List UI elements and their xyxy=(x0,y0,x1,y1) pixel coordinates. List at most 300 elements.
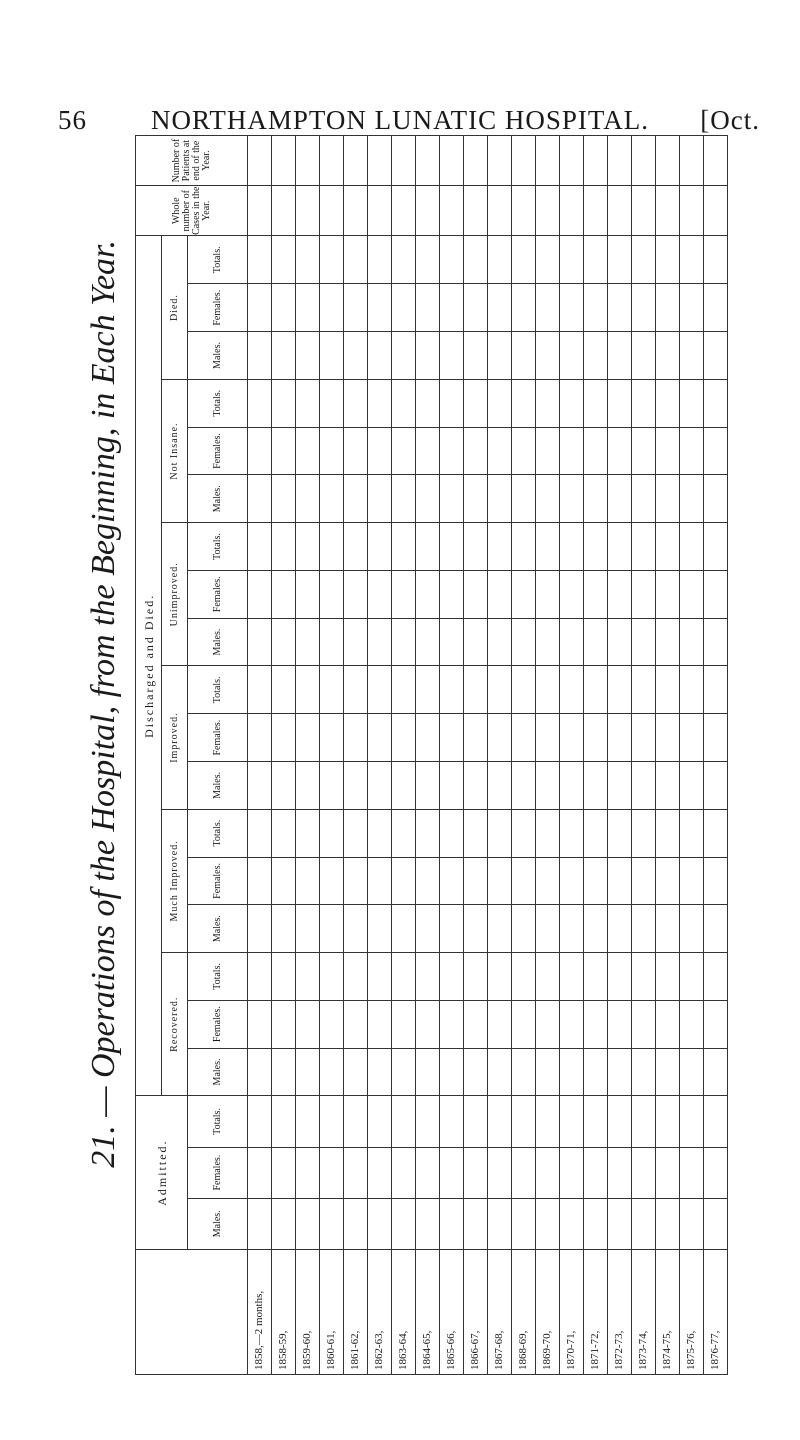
cell-af xyxy=(704,1147,728,1198)
cell-mt xyxy=(632,809,656,857)
cell-uf xyxy=(464,570,488,618)
cell-af xyxy=(560,1147,584,1198)
operations-table-wrapper xyxy=(135,135,721,1375)
table-row xyxy=(320,136,344,1375)
cell-im xyxy=(248,761,272,809)
cell-rf xyxy=(392,1000,416,1048)
cell-af xyxy=(680,1147,704,1198)
table-caption: 21. — Operations of the Hospital, from the Beginning, in Each Year. xyxy=(85,240,122,1168)
table-row xyxy=(680,136,704,1375)
cell-ut xyxy=(608,523,632,571)
cell-ut xyxy=(632,523,656,571)
cell-dm xyxy=(512,332,536,380)
cell-mt xyxy=(488,809,512,857)
cell-whole xyxy=(368,186,392,236)
cell-whole xyxy=(392,186,416,236)
cell-rt xyxy=(632,953,656,1001)
cell-year: 1859-60, xyxy=(296,1249,320,1374)
cell-uf xyxy=(272,570,296,618)
cell-dm xyxy=(272,332,296,380)
cell-whole xyxy=(248,186,272,236)
cell-it xyxy=(704,666,728,714)
cell-nf xyxy=(368,427,392,475)
cell-if xyxy=(488,714,512,762)
cell-im xyxy=(344,761,368,809)
cell-df xyxy=(512,284,536,332)
cell-um xyxy=(680,618,704,666)
cell-um xyxy=(368,618,392,666)
unimproved-females-header: Females. xyxy=(188,570,248,618)
cell-nm xyxy=(680,475,704,523)
cell-mm xyxy=(416,905,440,953)
cell-nt xyxy=(272,379,296,427)
cell-rm xyxy=(560,1048,584,1096)
cell-at xyxy=(560,1096,584,1147)
cell-um xyxy=(272,618,296,666)
cell-nm xyxy=(488,475,512,523)
cell-mt xyxy=(464,809,488,857)
cell-nt xyxy=(704,379,728,427)
cell-dm xyxy=(440,332,464,380)
cell-whole xyxy=(704,186,728,236)
cell-df xyxy=(368,284,392,332)
cell-whole xyxy=(512,186,536,236)
cell-nm xyxy=(296,475,320,523)
cell-am xyxy=(584,1198,608,1249)
cell-mt xyxy=(704,809,728,857)
cell-um xyxy=(488,618,512,666)
cell-dm xyxy=(632,332,656,380)
cell-year: 1876-77, xyxy=(704,1249,728,1374)
cell-year: 1868-69, xyxy=(512,1249,536,1374)
cell-nf xyxy=(632,427,656,475)
cell-rt xyxy=(464,953,488,1001)
cell-nm xyxy=(464,475,488,523)
cell-year: 1874-75, xyxy=(656,1249,680,1374)
cell-nf xyxy=(512,427,536,475)
cell-rm xyxy=(272,1048,296,1096)
cell-um xyxy=(608,618,632,666)
cell-mt xyxy=(440,809,464,857)
cell-rm xyxy=(248,1048,272,1096)
cell-dm xyxy=(560,332,584,380)
cell-whole xyxy=(536,186,560,236)
cell-dt xyxy=(344,236,368,284)
cell-it xyxy=(536,666,560,714)
cell-nf xyxy=(704,427,728,475)
cell-at xyxy=(632,1096,656,1147)
cell-nf xyxy=(488,427,512,475)
cell-af xyxy=(464,1147,488,1198)
cell-uf xyxy=(320,570,344,618)
cell-if xyxy=(560,714,584,762)
cell-ut xyxy=(584,523,608,571)
table-row xyxy=(368,136,392,1375)
cell-dm xyxy=(584,332,608,380)
cell-mt xyxy=(512,809,536,857)
table-row xyxy=(704,136,728,1375)
cell-rm xyxy=(536,1048,560,1096)
cell-mt xyxy=(656,809,680,857)
cell-nt xyxy=(296,379,320,427)
cell-whole xyxy=(272,186,296,236)
cell-mt xyxy=(560,809,584,857)
cell-am xyxy=(488,1198,512,1249)
cell-um xyxy=(512,618,536,666)
cell-im xyxy=(488,761,512,809)
cell-nf xyxy=(416,427,440,475)
cell-nf xyxy=(608,427,632,475)
cell-rf xyxy=(296,1000,320,1048)
cell-rm xyxy=(488,1048,512,1096)
cell-af xyxy=(416,1147,440,1198)
cell-rt xyxy=(416,953,440,1001)
cell-if xyxy=(344,714,368,762)
cell-end xyxy=(608,136,632,186)
cell-nm xyxy=(368,475,392,523)
cell-at xyxy=(320,1096,344,1147)
cell-end xyxy=(440,136,464,186)
cell-rt xyxy=(656,953,680,1001)
cell-uf xyxy=(704,570,728,618)
cell-af xyxy=(392,1147,416,1198)
cell-at xyxy=(272,1096,296,1147)
cell-dt xyxy=(560,236,584,284)
cell-rt xyxy=(344,953,368,1001)
cell-am xyxy=(632,1198,656,1249)
cell-mf xyxy=(248,857,272,905)
cell-nf xyxy=(248,427,272,475)
cell-ut xyxy=(296,523,320,571)
cell-it xyxy=(656,666,680,714)
cell-df xyxy=(488,284,512,332)
cell-mm xyxy=(248,905,272,953)
recovered-females-header: Females. xyxy=(188,1000,248,1048)
cell-rt xyxy=(392,953,416,1001)
cell-rm xyxy=(632,1048,656,1096)
cell-dm xyxy=(344,332,368,380)
cell-year: 1875-76, xyxy=(680,1249,704,1374)
cell-if xyxy=(632,714,656,762)
cell-mm xyxy=(344,905,368,953)
cell-if xyxy=(608,714,632,762)
cell-ut xyxy=(440,523,464,571)
cell-rf xyxy=(368,1000,392,1048)
cell-mf xyxy=(632,857,656,905)
cell-end xyxy=(656,136,680,186)
cell-mf xyxy=(464,857,488,905)
cell-ut xyxy=(464,523,488,571)
table-row xyxy=(632,136,656,1375)
cell-mm xyxy=(560,905,584,953)
cell-im xyxy=(536,761,560,809)
cell-df xyxy=(344,284,368,332)
cell-at xyxy=(392,1096,416,1147)
cell-nf xyxy=(344,427,368,475)
cell-mf xyxy=(416,857,440,905)
cell-am xyxy=(296,1198,320,1249)
cell-rf xyxy=(344,1000,368,1048)
cell-year: 1872-73, xyxy=(608,1249,632,1374)
cell-am xyxy=(344,1198,368,1249)
cell-it xyxy=(416,666,440,714)
cell-rf xyxy=(536,1000,560,1048)
cell-it xyxy=(320,666,344,714)
cell-af xyxy=(320,1147,344,1198)
cell-whole xyxy=(560,186,584,236)
cell-rm xyxy=(680,1048,704,1096)
cell-rm xyxy=(344,1048,368,1096)
not-insane-header: Not Insane. xyxy=(162,379,188,522)
table-row xyxy=(488,136,512,1375)
cell-am xyxy=(656,1198,680,1249)
cell-end xyxy=(680,136,704,186)
cell-if xyxy=(440,714,464,762)
cell-year: 1866-67, xyxy=(464,1249,488,1374)
cell-im xyxy=(656,761,680,809)
cell-dt xyxy=(248,236,272,284)
cell-nt xyxy=(488,379,512,427)
cell-mt xyxy=(608,809,632,857)
cell-uf xyxy=(656,570,680,618)
cell-df xyxy=(608,284,632,332)
cell-af xyxy=(536,1147,560,1198)
cell-year: 1873-74, xyxy=(632,1249,656,1374)
cell-mm xyxy=(656,905,680,953)
cell-rf xyxy=(320,1000,344,1048)
died-females-header: Females. xyxy=(188,284,248,332)
cell-rt xyxy=(680,953,704,1001)
cell-im xyxy=(296,761,320,809)
cell-mm xyxy=(320,905,344,953)
cell-it xyxy=(560,666,584,714)
cell-df xyxy=(272,284,296,332)
cell-nf xyxy=(464,427,488,475)
cell-if xyxy=(656,714,680,762)
cell-mm xyxy=(536,905,560,953)
cell-end xyxy=(392,136,416,186)
cell-it xyxy=(584,666,608,714)
cell-if xyxy=(416,714,440,762)
cell-rf xyxy=(608,1000,632,1048)
cell-at xyxy=(296,1096,320,1147)
cell-mf xyxy=(296,857,320,905)
cell-at xyxy=(512,1096,536,1147)
cell-end xyxy=(464,136,488,186)
cell-ut xyxy=(488,523,512,571)
cell-it xyxy=(248,666,272,714)
cell-mm xyxy=(584,905,608,953)
cell-dt xyxy=(488,236,512,284)
cell-rf xyxy=(680,1000,704,1048)
table-row xyxy=(608,136,632,1375)
cell-whole xyxy=(344,186,368,236)
cell-df xyxy=(392,284,416,332)
cell-if xyxy=(584,714,608,762)
cell-um xyxy=(416,618,440,666)
cell-dt xyxy=(440,236,464,284)
cell-end xyxy=(560,136,584,186)
cell-rm xyxy=(392,1048,416,1096)
cell-dt xyxy=(680,236,704,284)
cell-mf xyxy=(344,857,368,905)
cell-it xyxy=(272,666,296,714)
cell-rf xyxy=(440,1000,464,1048)
cell-nm xyxy=(272,475,296,523)
cell-af xyxy=(512,1147,536,1198)
cell-mt xyxy=(368,809,392,857)
cell-nt xyxy=(608,379,632,427)
cell-af xyxy=(368,1147,392,1198)
cell-rt xyxy=(368,953,392,1001)
cell-mf xyxy=(320,857,344,905)
cell-am xyxy=(704,1198,728,1249)
cell-nf xyxy=(320,427,344,475)
cell-df xyxy=(248,284,272,332)
cell-if xyxy=(320,714,344,762)
died-totals-header: Totals. xyxy=(188,236,248,284)
improved-males-header: Males. xyxy=(188,761,248,809)
cell-dt xyxy=(584,236,608,284)
cell-nf xyxy=(392,427,416,475)
cell-nt xyxy=(512,379,536,427)
cell-um xyxy=(320,618,344,666)
cell-if xyxy=(680,714,704,762)
table-row xyxy=(536,136,560,1375)
cell-year: 1864-65, xyxy=(416,1249,440,1374)
cell-nm xyxy=(440,475,464,523)
much-improved-males-header: Males. xyxy=(188,905,248,953)
cell-whole xyxy=(416,186,440,236)
cell-mt xyxy=(272,809,296,857)
cell-rt xyxy=(248,953,272,1001)
cell-at xyxy=(608,1096,632,1147)
discharged-header: Discharged and Died. xyxy=(136,236,162,1096)
cell-dm xyxy=(248,332,272,380)
cell-nt xyxy=(656,379,680,427)
cell-nm xyxy=(560,475,584,523)
cell-nt xyxy=(368,379,392,427)
cell-im xyxy=(704,761,728,809)
admitted-males-header: Males. xyxy=(188,1198,248,1249)
cell-whole xyxy=(488,186,512,236)
table-row xyxy=(392,136,416,1375)
cell-at xyxy=(440,1096,464,1147)
cell-nm xyxy=(320,475,344,523)
cell-rt xyxy=(704,953,728,1001)
cell-at xyxy=(344,1096,368,1147)
cell-rm xyxy=(512,1048,536,1096)
cell-dm xyxy=(680,332,704,380)
cell-end xyxy=(416,136,440,186)
much-improved-females-header: Females. xyxy=(188,857,248,905)
cell-am xyxy=(464,1198,488,1249)
cell-mt xyxy=(392,809,416,857)
much-improved-totals-header: Totals. xyxy=(188,809,248,857)
cell-uf xyxy=(584,570,608,618)
cell-end xyxy=(584,136,608,186)
cell-rf xyxy=(560,1000,584,1048)
cell-dt xyxy=(512,236,536,284)
cell-uf xyxy=(392,570,416,618)
cell-at xyxy=(416,1096,440,1147)
cell-df xyxy=(560,284,584,332)
cell-rt xyxy=(440,953,464,1001)
cell-dt xyxy=(656,236,680,284)
cell-it xyxy=(440,666,464,714)
cell-im xyxy=(440,761,464,809)
cell-dt xyxy=(416,236,440,284)
cell-rf xyxy=(464,1000,488,1048)
cell-am xyxy=(416,1198,440,1249)
cell-um xyxy=(344,618,368,666)
cell-af xyxy=(632,1147,656,1198)
cell-nt xyxy=(248,379,272,427)
cell-it xyxy=(512,666,536,714)
cell-nf xyxy=(536,427,560,475)
cell-mt xyxy=(248,809,272,857)
cell-mt xyxy=(296,809,320,857)
cell-af xyxy=(344,1147,368,1198)
table-row xyxy=(440,136,464,1375)
cell-ut xyxy=(368,523,392,571)
cell-mt xyxy=(584,809,608,857)
cell-nf xyxy=(680,427,704,475)
cell-dt xyxy=(536,236,560,284)
cell-whole xyxy=(632,186,656,236)
admitted-totals-header: Totals. xyxy=(188,1096,248,1147)
cell-uf xyxy=(248,570,272,618)
cell-mt xyxy=(680,809,704,857)
cell-year: 1867-68, xyxy=(488,1249,512,1374)
cell-af xyxy=(656,1147,680,1198)
cell-df xyxy=(680,284,704,332)
cell-rf xyxy=(488,1000,512,1048)
cell-am xyxy=(392,1198,416,1249)
not-insane-totals-header: Totals. xyxy=(188,379,248,427)
cell-end xyxy=(488,136,512,186)
cell-dm xyxy=(296,332,320,380)
cell-ut xyxy=(680,523,704,571)
cell-end xyxy=(272,136,296,186)
cell-um xyxy=(536,618,560,666)
cell-nt xyxy=(320,379,344,427)
running-title: NORTHAMPTON LUNATIC HOSPITAL. xyxy=(151,105,649,135)
cell-im xyxy=(320,761,344,809)
running-date: [Oct. xyxy=(700,105,760,135)
cell-at xyxy=(656,1096,680,1147)
cell-year: 1869-70, xyxy=(536,1249,560,1374)
cell-nt xyxy=(584,379,608,427)
cell-whole xyxy=(584,186,608,236)
cell-rt xyxy=(320,953,344,1001)
cell-um xyxy=(296,618,320,666)
cell-uf xyxy=(416,570,440,618)
cell-im xyxy=(608,761,632,809)
cell-df xyxy=(704,284,728,332)
cell-im xyxy=(368,761,392,809)
cell-am xyxy=(680,1198,704,1249)
cell-dm xyxy=(320,332,344,380)
page-header xyxy=(40,80,760,140)
cell-it xyxy=(632,666,656,714)
cell-am xyxy=(320,1198,344,1249)
cell-it xyxy=(488,666,512,714)
cell-am xyxy=(512,1198,536,1249)
cell-mf xyxy=(560,857,584,905)
cell-df xyxy=(536,284,560,332)
cell-df xyxy=(656,284,680,332)
